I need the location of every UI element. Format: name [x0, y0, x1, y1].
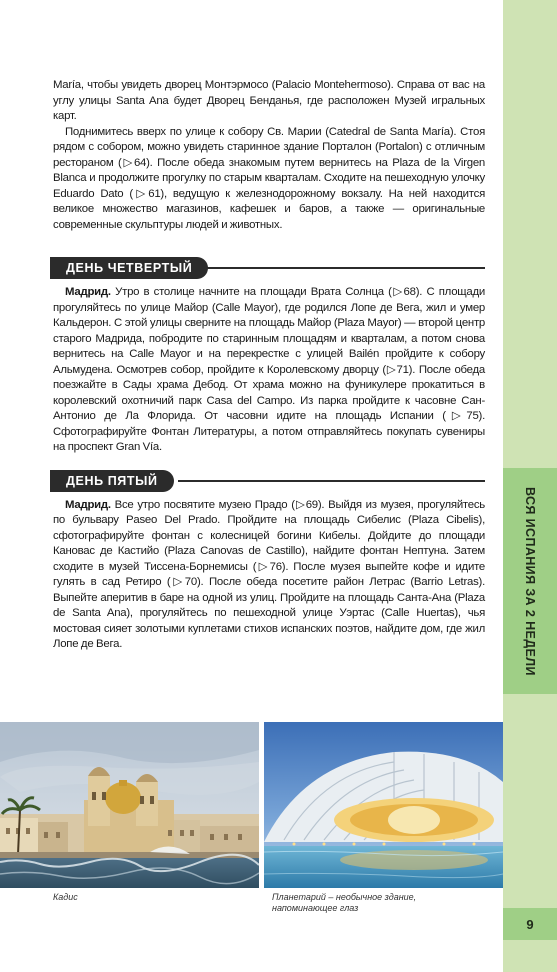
day5-rule: [178, 480, 485, 482]
planetarium-caption: Планетарий – необычное здание, напоминающее глаз: [272, 892, 417, 913]
day4-rule: [203, 267, 485, 269]
day4-label: ДЕНЬ ЧЕТВЕРТЫЙ: [50, 257, 208, 279]
intro-paragraph-1: María, чтобы увидеть дворец Монтэрмосо (Palacio Montehermoso). Справа от вас на углу улицы Santa Ana будет Дворец Бенданья, где расположен Музей игральных карт.: [53, 79, 485, 122]
day5-heading: [53, 470, 485, 492]
photo-strip: [0, 722, 503, 888]
planetarium-photo: [264, 722, 503, 888]
day5-paragraph: [53, 498, 485, 653]
cadiz-caption: Кадис: [53, 892, 78, 902]
intro-paragraph-2: Поднимитесь вверх по улице к собору Св. Марии (Catedral de Santa María). Стоя рядом с собором, можно увидеть старинное здание Порталон (Portalon) с отличным рестораном (▷64). После обеда знакомым путем вернитесь на Plaza de la Virgen Blanca и продолжите прогулку по старым кварталам. Сходите на пешеходную улочку Eduardo Dato (▷61), ведущую к железнодорожному вокзалу. На ней находится великое множество магазинов, кафешек и баров, а также — оригинальные современные скульптуры людей и животных.: [53, 125, 485, 231]
day5-city: Мадрид.: [65, 498, 111, 511]
day4-heading: [53, 257, 485, 279]
day4-paragraph: [53, 285, 485, 456]
page-number: 9: [503, 908, 557, 940]
day4-city: Мадрид.: [65, 286, 111, 298]
day5-label: ДЕНЬ ПЯТЫЙ: [50, 470, 174, 492]
cadiz-photo: [0, 722, 259, 888]
chapter-title: ВСЯ ИСПАНИЯ ЗА 2 НЕДЕЛИ: [523, 486, 537, 676]
day4-text: Утро в столице начните на площади Врата Солнца (▷68). С площади прогуляйтесь по улице Майор (Calle Mayor), где родился Лопе де Вега, жил и умер Кальдерон. С этой улицы сверните на площадь Майор (Plaza Mayor) — второй центр старого Мадрида, побродите по старинным площадям и кварталам, а потом снова вернитесь на Calle Mayor и на перекрестке с улицей Bailén пройдите к собору Альмудена. Осмотрев собор, пройдите к Королевскому дворцу (▷71). После обеда поезжайте в Сады храма Дебод. От храма можно на фуникулере прокатиться в королевский охотничий парк Casa del Campo. Из парка пройдите к часовне Сан-Антонио де Ла Флорида. От часовни идите на площадь Испании (▷75). Сфотографируйте Фонтан Литературы, а потом отправляйтесь покупать сувениры на проспект Gran Vía.: [53, 286, 485, 453]
main-text: [53, 78, 485, 653]
day5-text: Все утро посвятите музею Прадо (▷69). Выйдя из музея, прогуляйтесь по бульвару Paseo Del Prado. Пройдите на площадь Сибелис (Plaza Cibelis), сфотографируйте фонтан с колесницей богини Кибелы. Дойдите до площади Кановас де Кастийо (Plaza Canovas de Castillo), найдите фонтан Нептуна. Затем сходите в музей Тиссена-Борнемисы (▷76). После музея выпейте кофе и идите гулять в сад Ретиро (▷70). После обеда посетите район Летрас (Barrio Letras). Выпейте аперитив в баре на одной из улиц. Пройдите на площадь Санта-Ана (Plaza de Santa Ana), прогуляйтесь по пешеходной улице Уэртас (Calle Huertas), чья мостовая сияет золотыми куплетами стихов испанских поэтов, найдите дом, где жил Лопе де Вега.: [53, 498, 485, 650]
chapter-side-tab: [503, 468, 557, 694]
